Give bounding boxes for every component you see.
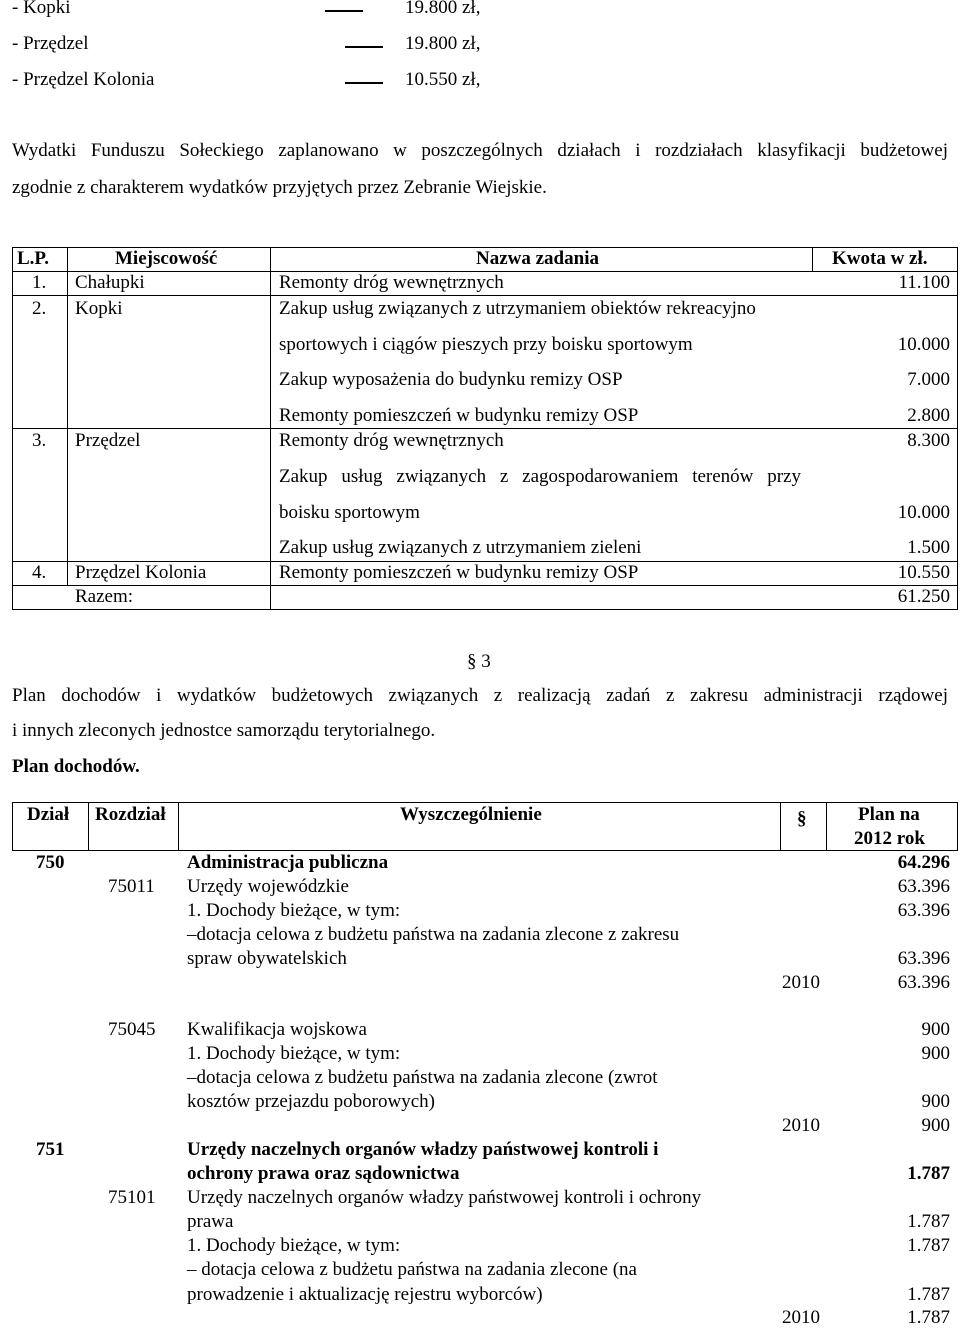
cell-task: Remonty dróg wewnętrznych xyxy=(279,272,504,293)
cell-place: Kopki xyxy=(75,298,123,319)
header-amount: Kwota w zł. xyxy=(832,248,928,269)
cell-task: Zakup usług związanych z utrzymaniem zieleni xyxy=(279,537,642,558)
cell-desc: Urzędy naczelnych organów władzy państwowej kontroli i xyxy=(187,1139,659,1160)
header-rozdzial: Rozdział xyxy=(95,804,166,825)
cell-amount: 10.550 xyxy=(897,562,950,583)
cell-place: Przędzel xyxy=(75,430,141,451)
cell-plan: 1.787 xyxy=(907,1307,950,1328)
cell-desc: prawa xyxy=(187,1211,234,1232)
cell-lp: 1. xyxy=(32,272,47,293)
header-dzial: Dział xyxy=(27,804,70,825)
cell-place: Chałupki xyxy=(75,272,145,293)
header-plan: Plan na xyxy=(858,804,920,825)
list-item-amount: 10.550 zł, xyxy=(405,69,481,90)
cell-paragraph: 2010 xyxy=(782,1307,820,1328)
cell-paragraph: 2010 xyxy=(782,1115,820,1136)
cell-task: boisku sportowym xyxy=(279,502,420,523)
cell-task: Zakup wyposażenia do budynku remizy OSP xyxy=(279,369,623,390)
paragraph-line: Wydatki Funduszu Sołeckiego zaplanowano w poszczególnych działach i rozdziałach klasyfikacji budżetowej xyxy=(12,140,948,161)
cell-desc: 1. Dochody bieżące, w tym: xyxy=(187,900,401,921)
cell-plan: 900 xyxy=(921,1043,950,1064)
cell-desc: prowadzenie i aktualizację rejestru wyborców) xyxy=(187,1284,543,1305)
cell-desc: Administracja publiczna xyxy=(187,852,389,873)
cell-plan: 64.296 xyxy=(897,852,950,873)
cell-desc: 1. Dochody bieżące, w tym: xyxy=(187,1043,401,1064)
cell-task: Zakup usług związanych z utrzymaniem obiektów rekreacyjno xyxy=(279,298,756,319)
cell-desc: – dotacja celowa z budżetu państwa na zadania zlecone (na xyxy=(187,1259,637,1280)
cell-desc: Urzędy wojewódzkie xyxy=(187,876,349,897)
cell-task: Remonty pomieszczeń w budynku remizy OSP xyxy=(279,562,639,583)
cell-dzial: 751 xyxy=(36,1139,65,1160)
cell-rozdzial: 75101 xyxy=(108,1187,156,1208)
cell-plan: 63.396 xyxy=(897,972,950,993)
list-item-amount: 19.800 zł, xyxy=(405,33,481,54)
cell-desc: kosztów przejazdu poborowych) xyxy=(187,1091,435,1112)
list-item-name: - Przędzel xyxy=(12,33,89,54)
cell-desc: ochrony prawa oraz sądownictwa xyxy=(187,1163,460,1184)
cell-task: Remonty pomieszczeń w budynku remizy OSP xyxy=(279,405,639,426)
cell-amount: 2.800 xyxy=(907,405,950,426)
cell-amount: 11.100 xyxy=(898,272,950,293)
header-place: Miejscowość xyxy=(115,248,218,269)
cell-plan: 900 xyxy=(921,1091,950,1112)
cell-lp: 4. xyxy=(32,562,47,583)
header-task: Nazwa zadania xyxy=(476,248,599,269)
cell-place: Przędzel Kolonia xyxy=(75,562,207,583)
cell-desc: Urzędy naczelnych organów władzy państwowej kontroli i ochrony xyxy=(187,1187,702,1208)
header-plan-year: 2012 rok xyxy=(854,828,925,849)
header-description: Wyszczególnienie xyxy=(400,804,542,825)
list-item-name: - Kopki xyxy=(12,0,71,18)
cell-plan: 63.396 xyxy=(897,876,950,897)
cell-plan: 1.787 xyxy=(907,1284,950,1305)
plan-heading: Plan dochodów. xyxy=(12,756,140,777)
list-item-amount: 19.800 zł, xyxy=(405,0,481,18)
section-mark: § 3 xyxy=(467,651,491,672)
cell-plan: 63.396 xyxy=(897,900,950,921)
paragraph-line: i innych zleconych jednostce samorządu terytorialnego. xyxy=(12,720,436,741)
cell-desc: Kwalifikacja wojskowa xyxy=(187,1019,367,1040)
cell-desc: –dotacja celowa z budżetu państwa na zadania zlecone z zakresu xyxy=(187,924,680,945)
cell-rozdzial: 75011 xyxy=(108,876,155,897)
total-label: Razem: xyxy=(75,586,134,607)
cell-lp: 3. xyxy=(32,430,47,451)
cell-task: Zakup usług związanych z zagospodarowaniem terenów przy xyxy=(279,466,801,487)
total-amount: 61.250 xyxy=(897,586,950,607)
cell-task: sportowych i ciągów pieszych przy boisku sportowym xyxy=(279,334,693,355)
header-lp: L.P. xyxy=(17,248,50,269)
cell-amount: 10.000 xyxy=(897,502,950,523)
cell-rozdzial: 75045 xyxy=(108,1019,156,1040)
cell-paragraph: 2010 xyxy=(782,972,820,993)
cell-task: Remonty dróg wewnętrznych xyxy=(279,430,504,451)
cell-amount: 8.300 xyxy=(907,430,950,451)
paragraph-line: zgodnie z charakterem wydatków przyjętych przez Zebranie Wiejskie. xyxy=(12,177,547,198)
paragraph-line: Plan dochodów i wydatków budżetowych związanych z realizacją zadań z zakresu administracji rządowej xyxy=(12,685,948,706)
cell-desc: spraw obywatelskich xyxy=(187,948,347,969)
cell-desc: –dotacja celowa z budżetu państwa na zadania zlecone (zwrot xyxy=(187,1067,658,1088)
cell-plan: 63.396 xyxy=(897,948,950,969)
cell-amount: 10.000 xyxy=(897,334,950,355)
cell-dzial: 750 xyxy=(36,852,65,873)
cell-plan: 900 xyxy=(921,1115,950,1136)
cell-plan: 900 xyxy=(921,1019,950,1040)
cell-amount: 1.500 xyxy=(907,537,950,558)
cell-desc: 1. Dochody bieżące, w tym: xyxy=(187,1235,401,1256)
cell-plan: 1.787 xyxy=(907,1163,950,1184)
cell-amount: 7.000 xyxy=(907,369,950,390)
cell-lp: 2. xyxy=(32,298,47,319)
cell-plan: 1.787 xyxy=(907,1235,950,1256)
header-paragraph: § xyxy=(797,808,807,829)
cell-plan: 1.787 xyxy=(907,1211,950,1232)
list-item-name: - Przędzel Kolonia xyxy=(12,69,155,90)
